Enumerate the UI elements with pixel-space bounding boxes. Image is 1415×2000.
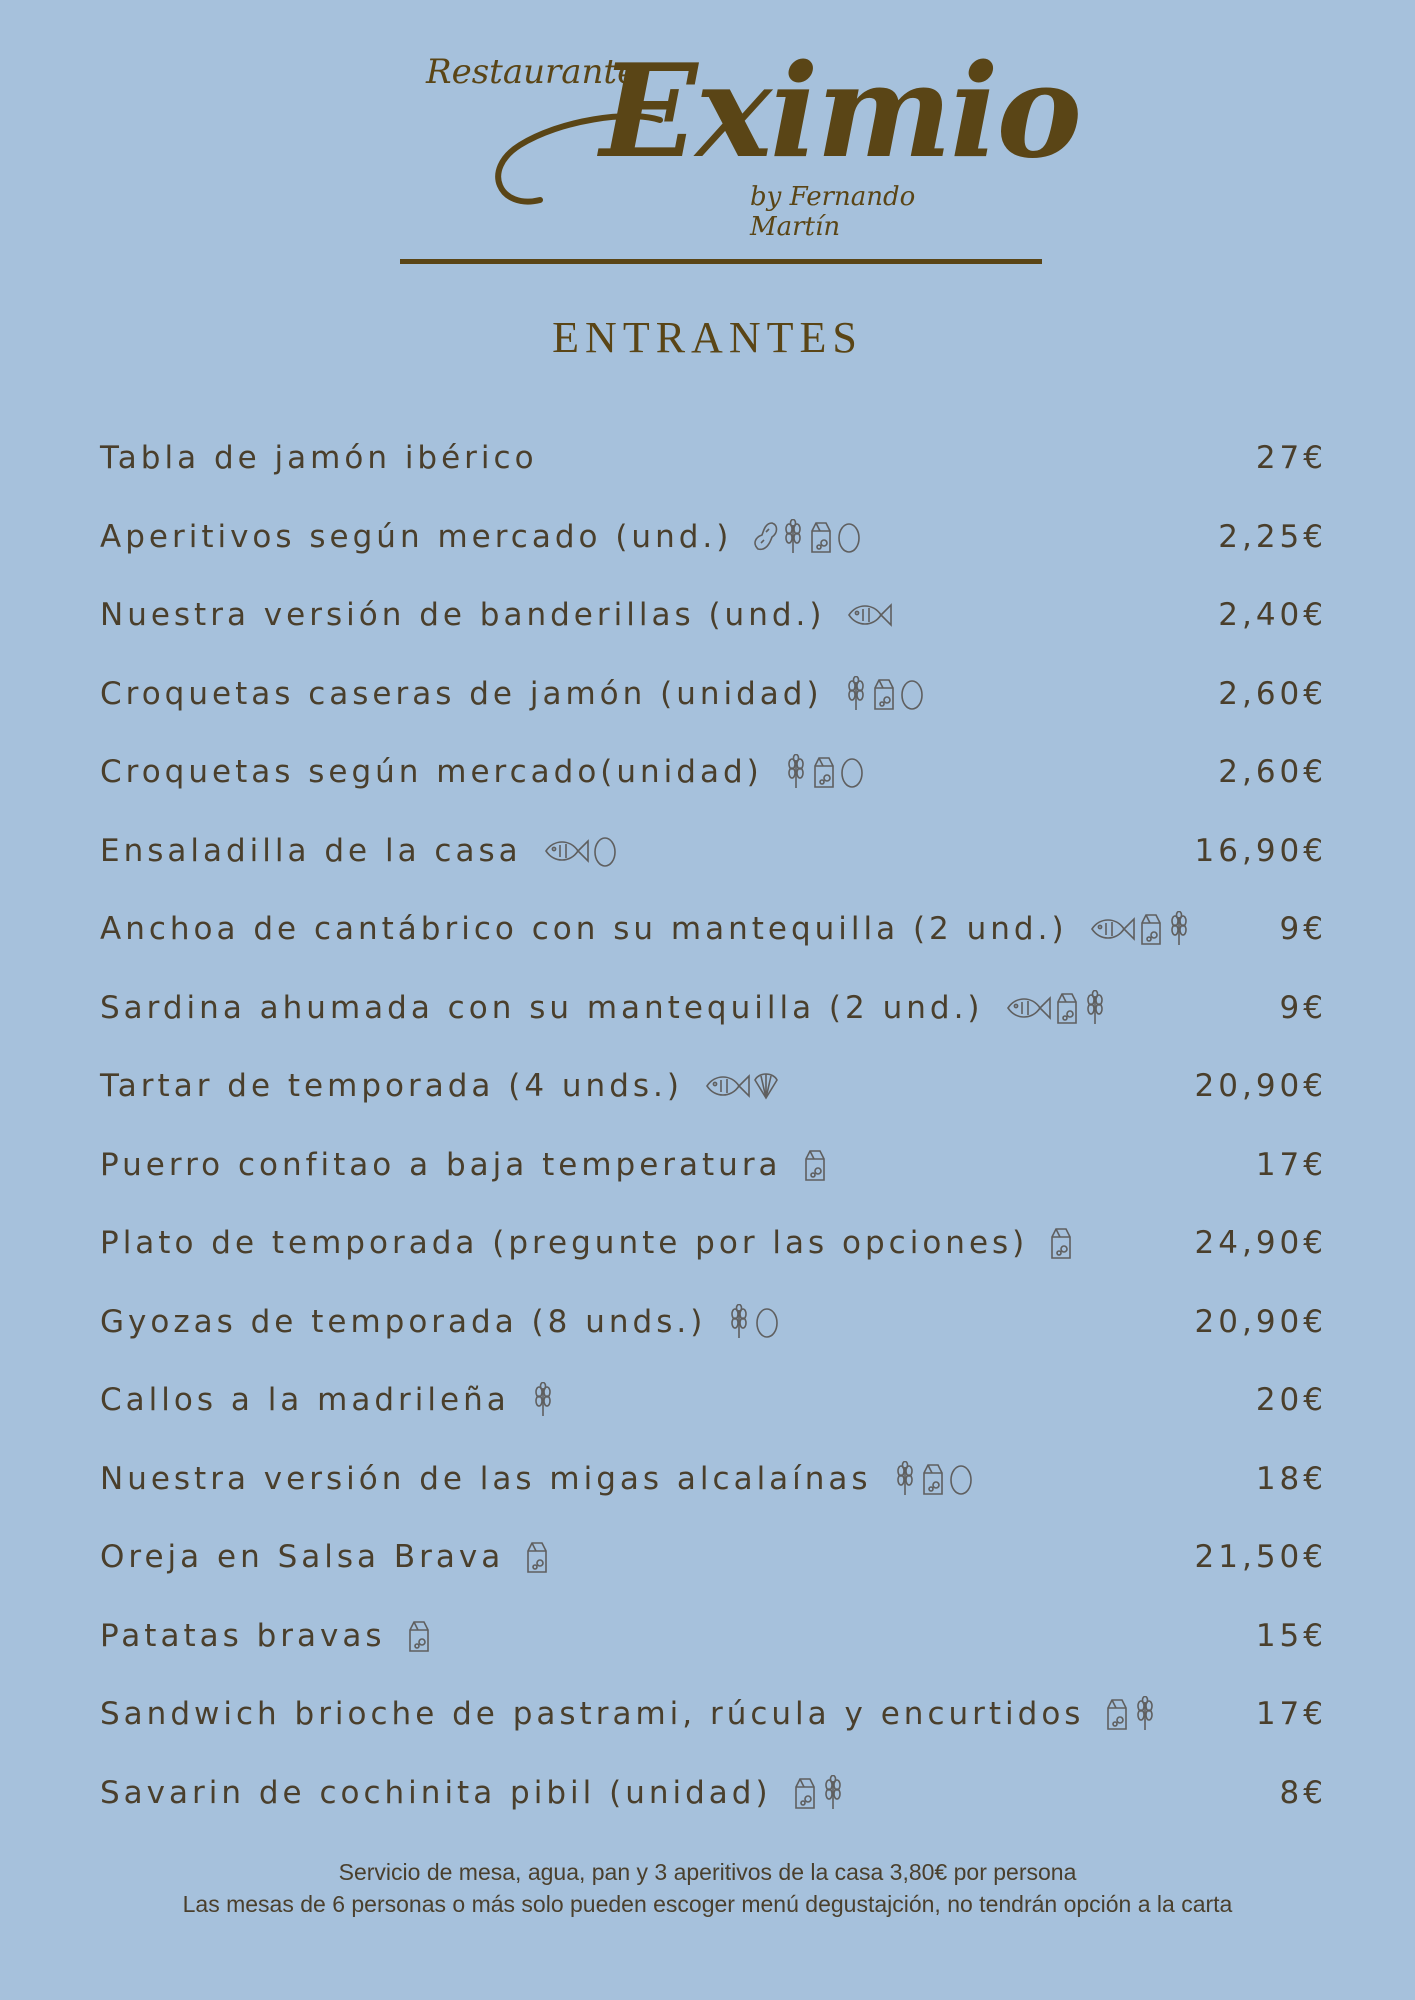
- dairy-icon: [1104, 1696, 1130, 1732]
- allergen-icons: [752, 519, 862, 555]
- menu-item-name: Puerro confitao a baja temperatura: [100, 1146, 782, 1183]
- menu-item-name: Nuestra versión de banderillas (und.): [100, 597, 826, 634]
- egg-icon: [948, 1461, 974, 1497]
- menu-item: [100, 1204, 1327, 1283]
- dairy-icon: [1048, 1225, 1074, 1261]
- allergen-icons: [530, 1382, 556, 1418]
- logo-by-text: by Fernando Martín: [750, 182, 916, 242]
- gluten-icon: [843, 676, 869, 712]
- allergen-icons: [406, 1618, 432, 1654]
- allergen-icons: [703, 1068, 779, 1104]
- allergen-icons: [524, 1539, 550, 1575]
- menu-item-price: 18€: [1255, 1460, 1327, 1497]
- dairy-icon: [524, 1539, 550, 1575]
- menu-item-price: 8€: [1279, 1774, 1327, 1811]
- gluten-icon: [530, 1382, 556, 1418]
- allergen-icons: [783, 754, 865, 790]
- gluten-icon: [1132, 1696, 1158, 1732]
- allergen-icons: [892, 1461, 974, 1497]
- menu-item-price: 2,40€: [1218, 597, 1327, 634]
- menu-item-price: 2,60€: [1218, 675, 1327, 712]
- gluten-icon: [780, 519, 806, 555]
- menu-item: [100, 890, 1327, 969]
- menu-item-name: Tartar de temporada (4 unds.): [100, 1068, 683, 1105]
- menu-item-name: Croquetas caseras de jamón (unidad): [100, 675, 823, 712]
- menu-item: [100, 1361, 1327, 1440]
- allergen-icons: [542, 833, 618, 869]
- footer-line-2: Las mesas de 6 personas o más solo pueden escoger menú degustajción, no tendrán opción a la carta: [182, 1891, 1233, 1917]
- dairy-icon: [1054, 990, 1080, 1026]
- menu-item-price: 9€: [1279, 911, 1327, 948]
- menu-item-price: 20,90€: [1194, 1303, 1327, 1340]
- menu-item: [100, 498, 1327, 577]
- menu-item: [100, 576, 1327, 655]
- allergen-icons: [843, 676, 925, 712]
- allergen-icons: [726, 1304, 780, 1340]
- restaurant-logo: [410, 37, 1080, 242]
- allergen-icons: [1104, 1696, 1158, 1732]
- menu-item: [100, 1675, 1327, 1754]
- menu-item-name: Callos a la madrileña: [100, 1382, 510, 1419]
- menu-item-name: Tabla de jamón ibérico: [100, 440, 538, 477]
- menu-item-price: 2,25€: [1218, 518, 1327, 555]
- menu-item-price: 9€: [1279, 989, 1327, 1026]
- menu-item-name: Sandwich brioche de pastrami, rúcula y encurtidos: [100, 1696, 1085, 1733]
- menu-item: [100, 655, 1327, 734]
- dairy-icon: [406, 1618, 432, 1654]
- menu-item-name: Aperitivos según mercado (und.): [100, 518, 733, 555]
- menu-item-price: 16,90€: [1194, 832, 1327, 869]
- logo-restaurante-text: Restaurante: [426, 52, 638, 92]
- dairy-icon: [811, 754, 837, 790]
- dairy-icon: [802, 1147, 828, 1183]
- menu-item-price: 2,60€: [1218, 754, 1327, 791]
- mollusc-icon: [753, 1068, 779, 1104]
- menu-item-price: 17€: [1255, 1696, 1327, 1733]
- menu-item: [100, 733, 1327, 812]
- fish-icon: [703, 1068, 751, 1104]
- fish-icon: [1088, 911, 1136, 947]
- header-divider: [400, 259, 1042, 264]
- menu-item-price: 15€: [1255, 1617, 1327, 1654]
- allergen-icons: [845, 597, 893, 633]
- menu-item-name: Gyozas de temporada (8 unds.): [100, 1303, 707, 1340]
- gluten-icon: [726, 1304, 752, 1340]
- menu-item: [100, 1754, 1327, 1833]
- egg-icon: [754, 1304, 780, 1340]
- menu-item: [100, 419, 1327, 498]
- gluten-icon: [892, 1461, 918, 1497]
- egg-icon: [899, 676, 925, 712]
- menu-list: [100, 419, 1327, 1832]
- menu-item-name: Patatas bravas: [100, 1617, 386, 1654]
- menu-item-price: 20,90€: [1194, 1068, 1327, 1105]
- footer-notes: [0, 1856, 1415, 1920]
- dairy-icon: [871, 676, 897, 712]
- menu-item-price: 24,90€: [1194, 1225, 1327, 1262]
- allergen-icons: [1048, 1225, 1074, 1261]
- menu-item: [100, 1126, 1327, 1205]
- menu-item: [100, 1047, 1327, 1126]
- dairy-icon: [792, 1775, 818, 1811]
- menu-item-name: Savarin de cochinita pibil (unidad): [100, 1774, 772, 1811]
- menu-item-price: 20€: [1255, 1382, 1327, 1419]
- section-title: ENTRANTES: [552, 313, 863, 362]
- menu-item: [100, 812, 1327, 891]
- allergen-icons: [792, 1775, 846, 1811]
- footer-line-1: Servicio de mesa, agua, pan y 3 aperitivos de la casa 3,80€ por persona: [338, 1859, 1077, 1885]
- menu-item-name: Sardina ahumada con su mantequilla (2 und.): [100, 989, 984, 1026]
- dairy-icon: [1138, 911, 1164, 947]
- gluten-icon: [783, 754, 809, 790]
- menu-item-name: Oreja en Salsa Brava: [100, 1539, 505, 1576]
- egg-icon: [836, 519, 862, 555]
- allergen-icons: [1004, 990, 1108, 1026]
- egg-icon: [592, 833, 618, 869]
- gluten-icon: [1082, 990, 1108, 1026]
- fish-icon: [1004, 990, 1052, 1026]
- menu-item: [100, 1597, 1327, 1676]
- menu-item-name: Ensaladilla de la casa: [100, 832, 522, 869]
- menu-item-name: Anchoa de cantábrico con su mantequilla (2 und.): [100, 911, 1068, 948]
- allergen-icons: [1088, 911, 1192, 947]
- menu-item: [100, 1440, 1327, 1519]
- menu-item-name: Croquetas según mercado(unidad): [100, 754, 763, 791]
- egg-icon: [839, 754, 865, 790]
- peanut-icon: [752, 519, 778, 555]
- dairy-icon: [808, 519, 834, 555]
- menu-item: [100, 969, 1327, 1048]
- menu-item-name: Plato de temporada (pregunte por las opciones): [100, 1225, 1029, 1262]
- menu-item-price: 21,50€: [1194, 1539, 1327, 1576]
- dairy-icon: [920, 1461, 946, 1497]
- allergen-icons: [802, 1147, 828, 1183]
- menu-item-price: 17€: [1255, 1146, 1327, 1183]
- menu-item: [100, 1283, 1327, 1362]
- menu-item-price: 27€: [1255, 440, 1327, 477]
- fish-icon: [542, 833, 590, 869]
- gluten-icon: [820, 1775, 846, 1811]
- menu-item: [100, 1518, 1327, 1597]
- menu-item-name: Nuestra versión de las migas alcalaínas: [100, 1460, 872, 1497]
- gluten-icon: [1166, 911, 1192, 947]
- logo-name-text: Eximio: [600, 37, 1080, 187]
- fish-icon: [845, 597, 893, 633]
